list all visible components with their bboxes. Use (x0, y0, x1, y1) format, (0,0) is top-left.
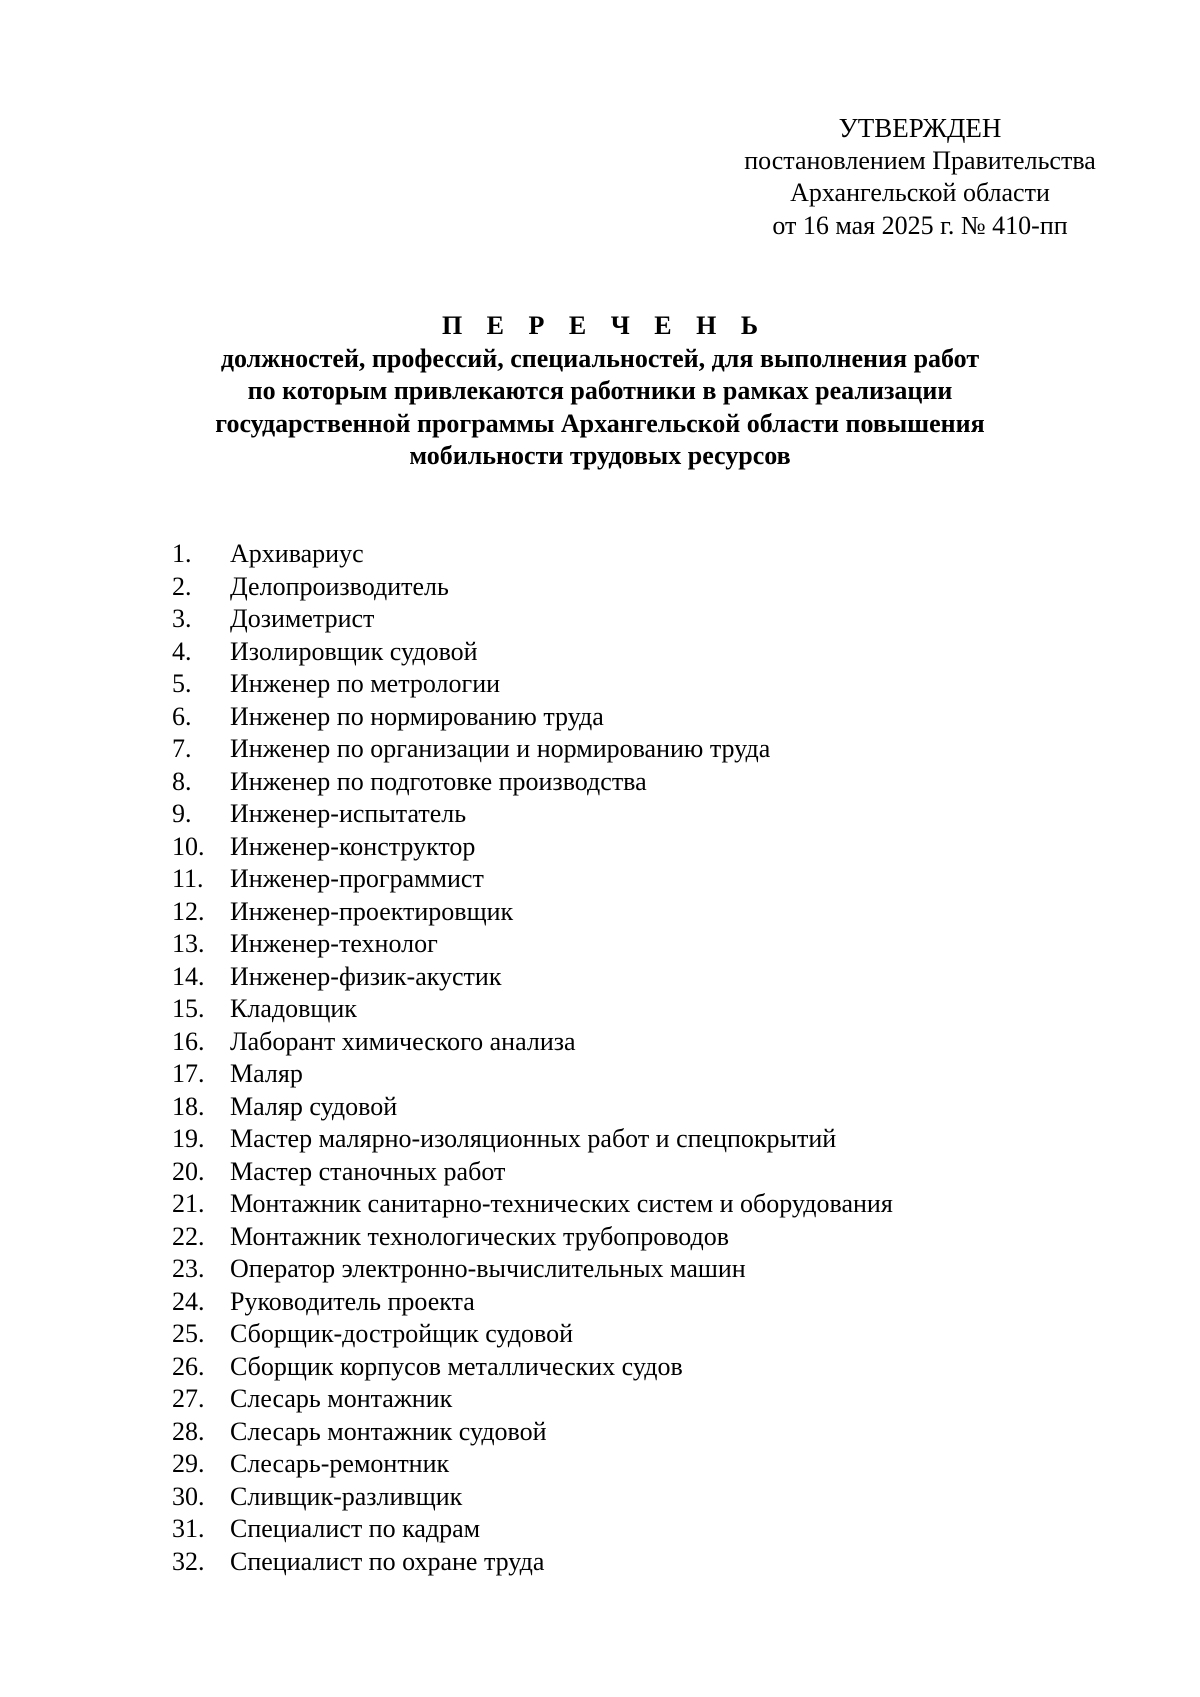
list-item-number: 3. (172, 604, 192, 633)
list-item-number: 9. (172, 799, 192, 828)
list-item (172, 1416, 1072, 1449)
document-title: П Е Р Е Ч Е Н Ь (441, 311, 768, 340)
list-item (172, 1221, 1072, 1254)
list-item-number: 28. (172, 1416, 205, 1446)
list-item-text: Слесарь монтажник судовой (230, 1416, 547, 1446)
approval-region: Архангельской области (790, 178, 1050, 207)
list-item-text: Монтажник санитарно-технических систем и оборудования (230, 1189, 893, 1218)
list-item-number: 27. (172, 1384, 205, 1413)
list-item (172, 993, 1072, 1026)
list-item-text: Инженер-испытатель (230, 799, 467, 828)
list-item-number: 20. (172, 1156, 205, 1186)
list-item-number: 26. (172, 1351, 205, 1381)
list-item-number: 23. (172, 1254, 205, 1283)
list-item-number: 2. (172, 571, 192, 601)
approval-status: УТВЕРЖДЕН (838, 113, 1002, 143)
list-item (172, 733, 1072, 766)
list-item-number: 25. (172, 1319, 205, 1348)
list-item-text: Делопроизводитель (230, 571, 449, 601)
list-item-number: 10. (172, 831, 205, 861)
list-item (172, 1513, 1072, 1546)
list-item (172, 1253, 1072, 1286)
list-item-text: Инженер по подготовке производства (230, 766, 647, 796)
list-item (172, 538, 1072, 571)
list-item-number: 11. (172, 864, 204, 893)
list-item-number: 19. (172, 1124, 205, 1153)
list-item (172, 961, 1072, 994)
approval-authority: постановлением Правительства (744, 145, 1096, 175)
list-item-number: 12. (172, 896, 205, 926)
list-item-text: Специалист по кадрам (230, 1514, 481, 1543)
list-item-text: Монтажник технологических трубопроводов (230, 1221, 730, 1251)
list-item (172, 1286, 1072, 1319)
list-item-text: Инженер по организации и нормированию труда (230, 734, 771, 763)
list-item-text: Маляр судовой (230, 1091, 398, 1121)
positions-list (172, 538, 1072, 1578)
list-item (172, 766, 1072, 799)
list-item-number: 31. (172, 1514, 205, 1543)
list-item-number: 29. (172, 1449, 205, 1478)
list-item (172, 1188, 1072, 1221)
list-item (172, 603, 1072, 636)
list-item-text: Сливщик-разливщик (230, 1481, 463, 1511)
list-item (172, 1156, 1072, 1189)
list-item (172, 798, 1072, 831)
list-item-text: Инженер по метрологии (230, 669, 501, 698)
document-subtitle-line: мобильности трудовых ресурсов (409, 441, 791, 470)
document-subtitle-line: государственной программы Архангельской области повышения (215, 408, 985, 438)
list-item-text: Мастер малярно-изоляционных работ и спецпокрытий (230, 1124, 837, 1153)
list-item (172, 1448, 1072, 1481)
list-item-text: Лаборант химического анализа (230, 1026, 576, 1056)
list-item-text: Изолировщик судовой (230, 636, 478, 666)
list-item-text: Слесарь монтажник (230, 1384, 453, 1413)
list-item (172, 636, 1072, 669)
list-item-number: 22. (172, 1221, 205, 1251)
list-item-number: 5. (172, 669, 192, 698)
approval-date-number: от 16 мая 2025 г. № 410-пп (772, 210, 1068, 240)
list-item-text: Оператор электронно-вычислительных машин (230, 1254, 746, 1283)
list-item-text: Сборщик корпусов металлических судов (230, 1351, 683, 1381)
list-item (172, 1351, 1072, 1384)
list-item (172, 896, 1072, 929)
document-subtitle-line: по которым привлекаются работники в рамках реализации (247, 376, 953, 405)
list-item (172, 1318, 1072, 1351)
list-item-text: Инженер по нормированию труда (230, 701, 604, 731)
list-item-number: 32. (172, 1546, 205, 1576)
list-item-text: Дозиметрист (230, 604, 375, 633)
list-item-text: Руководитель проекта (230, 1286, 475, 1316)
list-item-text: Инженер-технолог (230, 929, 438, 958)
list-item (172, 1123, 1072, 1156)
list-item-number: 21. (172, 1189, 205, 1218)
list-item-text: Кладовщик (230, 994, 357, 1023)
list-item-number: 16. (172, 1026, 205, 1056)
list-item-number: 6. (172, 701, 192, 731)
list-item-text: Маляр (230, 1059, 303, 1088)
list-item (172, 571, 1072, 604)
list-item-number: 4. (172, 636, 192, 666)
list-item (172, 1058, 1072, 1091)
list-item (172, 863, 1072, 896)
list-item (172, 928, 1072, 961)
list-item-text: Сборщик-достройщик судовой (230, 1319, 573, 1348)
list-item-text: Мастер станочных работ (230, 1156, 506, 1186)
list-item-text: Инженер-физик-акустик (230, 961, 502, 991)
list-item-text: Архивариус (230, 539, 364, 568)
list-item-number: 30. (172, 1481, 205, 1511)
list-item-text: Специалист по охране труда (230, 1546, 545, 1576)
list-item (172, 1383, 1072, 1416)
list-item-number: 14. (172, 961, 205, 991)
list-item (172, 1026, 1072, 1059)
list-item-number: 15. (172, 994, 205, 1023)
approval-block (700, 112, 1140, 242)
list-item-text: Инженер-проектировщик (230, 896, 514, 926)
list-item (172, 668, 1072, 701)
list-item (172, 1481, 1072, 1514)
list-item-text: Инженер-конструктор (230, 831, 476, 861)
list-item-number: 8. (172, 766, 192, 796)
list-item-text: Слесарь-ремонтник (230, 1449, 450, 1478)
list-item-number: 18. (172, 1091, 205, 1121)
document-heading (150, 310, 1050, 473)
list-item-number: 24. (172, 1286, 205, 1316)
list-item (172, 1091, 1072, 1124)
list-item (172, 831, 1072, 864)
list-item-number: 1. (172, 539, 192, 568)
list-item-number: 7. (172, 734, 192, 763)
document-subtitle-line: должностей, профессий, специальностей, для выполнения работ (220, 343, 980, 373)
list-item-number: 13. (172, 929, 205, 958)
list-item-text: Инженер-программист (230, 864, 484, 893)
list-item (172, 1546, 1072, 1579)
list-item (172, 701, 1072, 734)
list-item-number: 17. (172, 1059, 205, 1088)
